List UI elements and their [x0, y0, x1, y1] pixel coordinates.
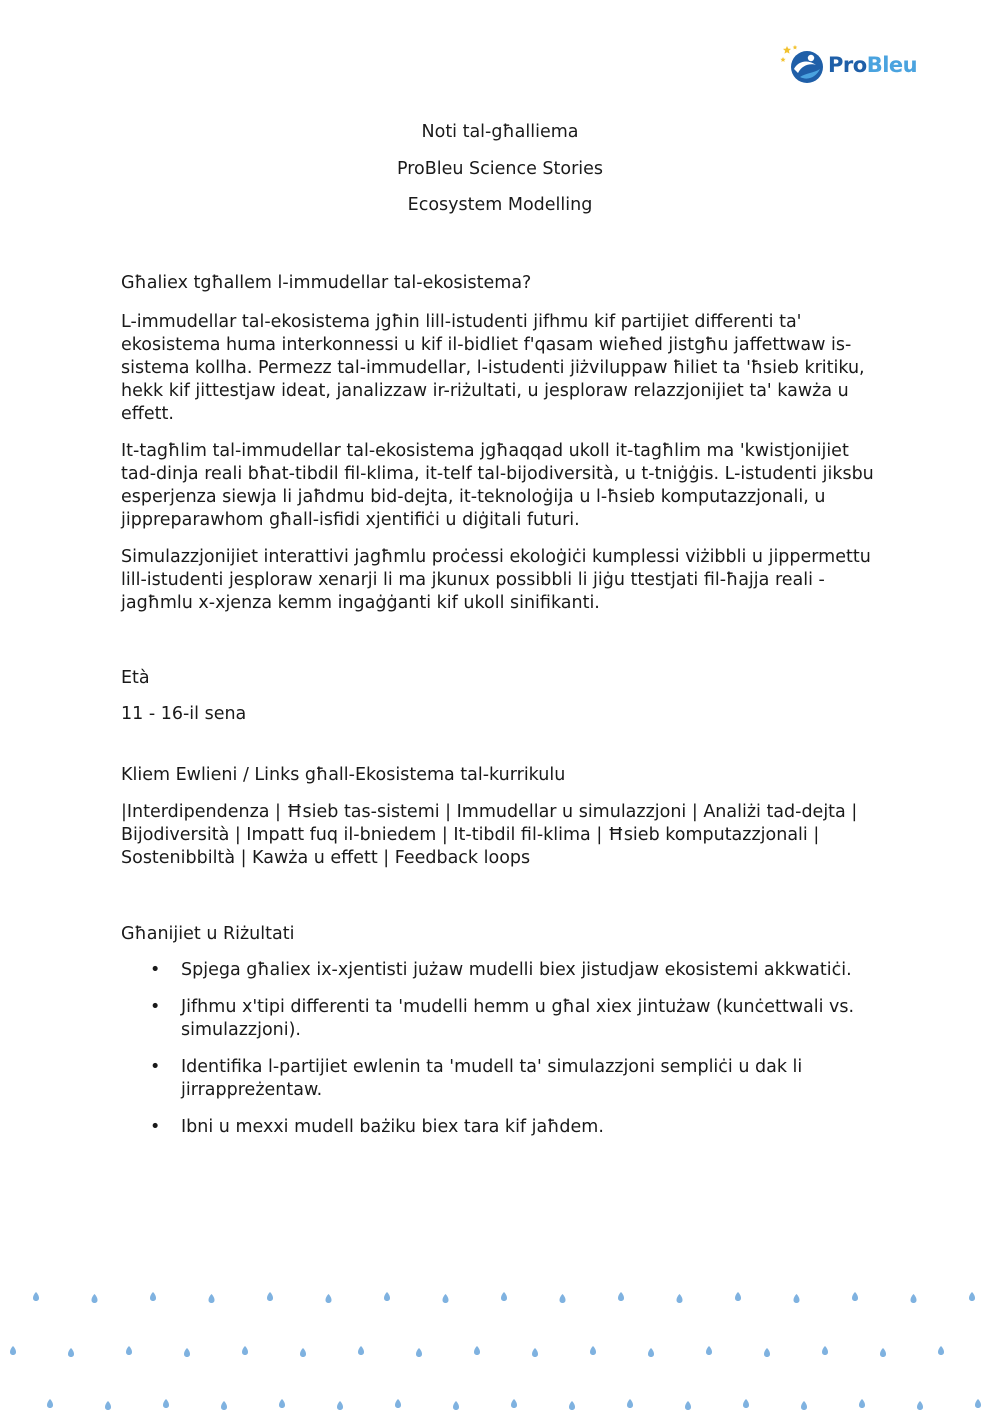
droplet-icon: [618, 1292, 624, 1301]
document-title-block: [0, 119, 1000, 229]
droplet-icon: [764, 1348, 770, 1357]
droplet-icon: [852, 1292, 858, 1301]
document-series: ProBleu Science Stories: [396, 158, 604, 179]
droplet-icon: [242, 1346, 248, 1355]
droplet-icon: [453, 1401, 459, 1410]
probleu-logo-icon: [778, 43, 826, 87]
outcomes-list: [150, 959, 880, 1153]
list-item: • Jifhmu x'tipi differenti ta 'mudelli hemm u għal xiex jintużaw (kunċettwali vs. simulazzjoni).: [150, 996, 880, 1042]
droplet-icon: [938, 1346, 944, 1355]
keywords-heading: Kliem Ewlieni / Links għall-Ekosistema tal-kurrikulu: [121, 765, 566, 785]
droplet-icon: [68, 1348, 74, 1357]
droplet-icon: [735, 1292, 741, 1301]
droplet-icon: [33, 1292, 39, 1301]
droplet-icon: [677, 1294, 683, 1303]
droplet-icon: [822, 1346, 828, 1355]
decorative-droplet-pattern: [0, 1280, 1000, 1415]
droplet-icon: [794, 1294, 800, 1303]
droplet-icon: [532, 1348, 538, 1357]
age-value: 11 - 16-il sena: [121, 704, 247, 724]
list-item: • Ibni u mexxi mudell bażiku biex tara kif jaħdem.: [150, 1116, 880, 1139]
droplet-icon: [337, 1401, 343, 1410]
droplet-icon: [105, 1401, 111, 1410]
droplet-icon: [685, 1401, 691, 1410]
droplet-icon: [221, 1401, 227, 1410]
droplet-icon: [358, 1346, 364, 1355]
droplet-icon: [859, 1399, 865, 1408]
list-item: • Spjega għaliex ix-xjentisti jużaw mudelli biex jistudjaw ekosistemi akkwatiċi.: [150, 959, 880, 982]
droplet-icon: [560, 1294, 566, 1303]
droplet-icon: [395, 1399, 401, 1408]
droplet-icon: [92, 1294, 98, 1303]
list-item: • Identifika l-partijiet ewlenin ta 'mudell ta' simulazzjoni sempliċi u dak li jirrappreżentaw.: [150, 1056, 880, 1102]
droplet-icon: [47, 1399, 53, 1408]
keywords-text: |Interdipendenza | Ħsieb tas-sistemi | Immudellar u simulazzjoni | Analiżi tad-dejta | Bijodiversità | Impatt fuq il-bniedem | It-tibdil fil-klima | Ħsieb komputazzjonali | Sostenibbiltà | Kawża u effett | Feedback loops: [121, 802, 858, 868]
droplet-icon: [10, 1346, 16, 1355]
droplet-icon: [627, 1399, 633, 1408]
droplet-icon: [326, 1294, 332, 1303]
intro-heading: Għaliex tgħallem l-immudellar tal-ekosistema?: [121, 273, 532, 293]
droplet-icon: [743, 1399, 749, 1408]
intro-paragraph: L-immudellar tal-ekosistema jgħin lill-istudenti jifhmu kif partijiet differenti ta' ekosistema huma interkonnessi u kif il-bidliet f'qasam wieħed jistgħu jaffettwaw is-sistema kollha. Permezz tal-immudellar, l-istudenti jiżviluppaw ħiliet ta 'ħsieb kritiku, hekk kif jittestjaw ideat, janalizzaw ir-riżultati, u jesploraw relazzjonijiet ta' kawża u effett.: [121, 312, 865, 424]
droplet-icon: [163, 1399, 169, 1408]
droplet-icon: [706, 1346, 712, 1355]
droplet-icon: [126, 1346, 132, 1355]
probleu-logo: [778, 43, 928, 87]
intro-paragraph: It-tagħlim tal-immudellar tal-ekosistema jgħaqqad ukoll it-tagħlim ma 'kwistjonijiet tad-dinja reali bħat-tibdil fil-klima, it-telf tal-bijodiversità, u t-tniġġis. L-istudenti jiksbu esperjenza siewja li jaħdmu bid-dejta, it-teknoloġija u l-ħsieb komputazzjonali, u jippreparawhom għall-isfidi xjentifiċi u diġitali futuri.: [121, 441, 874, 530]
droplet-icon: [975, 1399, 981, 1408]
droplet-icon: [150, 1292, 156, 1301]
droplet-icon: [501, 1292, 507, 1301]
droplet-icon: [267, 1292, 273, 1301]
droplet-icon: [300, 1348, 306, 1357]
droplet-icon: [969, 1292, 975, 1301]
droplet-icon: [511, 1399, 517, 1408]
droplet-icon: [569, 1401, 575, 1410]
probleu-logo-text: ProBleu: [828, 53, 918, 77]
droplet-icon: [801, 1401, 807, 1410]
document-title: Noti tal-għalliema: [421, 122, 579, 142]
droplet-icon: [184, 1348, 190, 1357]
droplet-icon: [474, 1346, 480, 1355]
droplet-icon: [443, 1294, 449, 1303]
document-topic: Ecosystem Modelling: [407, 195, 593, 215]
droplet-icon: [911, 1294, 917, 1303]
droplet-icon: [648, 1348, 654, 1357]
outcomes-heading: Għanijiet u Riżultati: [121, 924, 295, 944]
age-heading: Età: [121, 668, 150, 688]
intro-paragraph: Simulazzjonijiet interattivi jagħmlu proċessi ekoloġiċi kumplessi viżibbli u jippermettu lill-istudenti jesploraw xenarji li ma jkunux possibbli li jiġu ttestjati fil-ħajja reali - jagħmlu x-xjenza kemm ingaġġanti kif ukoll sinifikanti.: [121, 547, 871, 613]
droplet-icon: [880, 1348, 886, 1357]
droplet-icon: [590, 1346, 596, 1355]
droplet-icon: [416, 1348, 422, 1357]
intro-body: [121, 311, 881, 629]
droplet-icon: [279, 1399, 285, 1408]
droplet-icon: [209, 1294, 215, 1303]
droplet-icon: [384, 1292, 390, 1301]
droplet-icon: [917, 1401, 923, 1410]
